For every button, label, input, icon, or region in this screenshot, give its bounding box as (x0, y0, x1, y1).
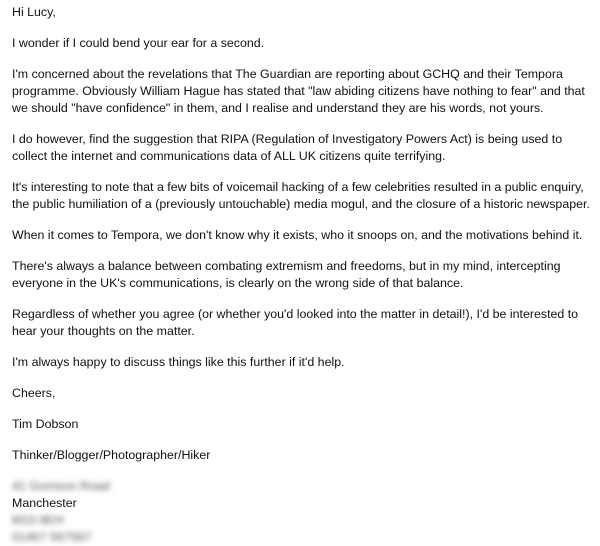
address-postcode-redacted: M10 8EH (12, 513, 64, 527)
greeting: Hi Lucy, (12, 5, 56, 19)
signoff: Cheers, (12, 386, 56, 400)
paragraph-1: I wonder if I could bend your ear for a second. (12, 36, 265, 50)
address-city: Manchester (12, 496, 77, 510)
sender-address (12, 478, 596, 546)
paragraph-2: I'm concerned about the revelations that The Guardian are reporting about GCHQ and their Tempora programme. Obviously William Hague has stated that "law abiding citizens have nothing to fear" and that we should "have confidence" in them, and I realise and understand they are his words, not yours. (12, 67, 585, 115)
email-body (12, 0, 596, 546)
address-phone-redacted: 01467 567567 (12, 530, 92, 544)
paragraph-3: I do however, find the suggestion that RIPA (Regulation of Investigatory Powers Act) is being used to collect the internet and communications data of ALL UK citizens quite terrifying. (12, 132, 563, 163)
paragraph-5: When it comes to Tempora, we don't know why it exists, who it snoops on, and the motivations behind it. (12, 228, 583, 242)
paragraph-8: I'm always happy to discuss things like this further if it'd help. (12, 355, 345, 369)
sender-name: Tim Dobson (12, 417, 79, 431)
paragraph-7: Regardless of whether you agree (or whether you'd looked into the matter in detail!), I'd be interested to hear your thoughts on the matter. (12, 307, 579, 338)
address-line-redacted: 41 Gorrison Road (12, 479, 110, 493)
paragraph-6: There's always a balance between combating extremism and freedoms, but in my mind, intercepting everyone in the UK's communications, is clearly on the wrong side of that balance. (12, 259, 561, 290)
paragraph-4: It's interesting to note that a few bits of voicemail hacking of a few celebrities resulted in a public enquiry, the public humiliation of a (previously untouchable) media mogul, and the closure of a historic newspaper. (12, 180, 590, 211)
sender-title: Thinker/Blogger/Photographer/Hiker (12, 448, 211, 462)
